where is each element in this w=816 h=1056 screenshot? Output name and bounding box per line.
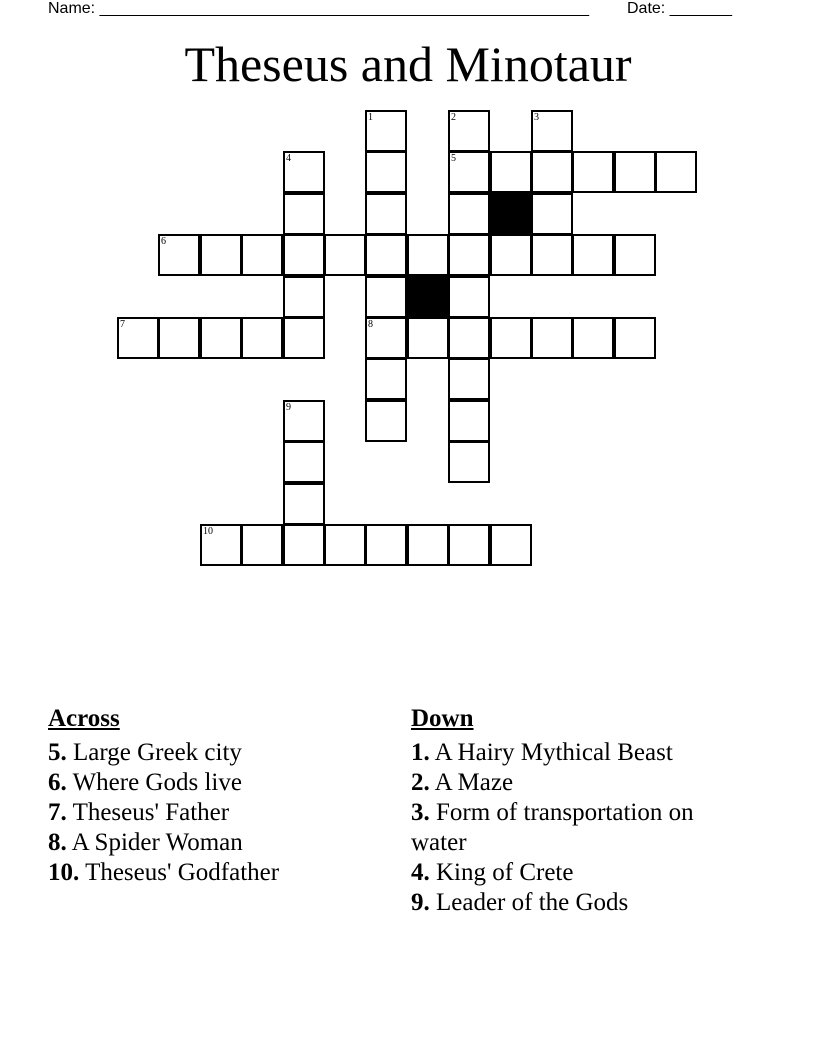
grid-cell[interactable] bbox=[158, 317, 200, 359]
grid-cell[interactable] bbox=[241, 234, 283, 276]
grid-cell[interactable] bbox=[490, 234, 532, 276]
grid-cell[interactable] bbox=[448, 358, 490, 400]
down-heading: Down bbox=[411, 705, 474, 732]
clue-number: 3. bbox=[411, 799, 430, 826]
grid-cell[interactable] bbox=[117, 317, 159, 359]
grid-cell[interactable] bbox=[572, 317, 614, 359]
clue-number: 7 bbox=[120, 319, 125, 330]
grid-cell[interactable] bbox=[448, 151, 490, 193]
clue-number: 4 bbox=[286, 153, 291, 164]
grid-cell[interactable] bbox=[572, 151, 614, 193]
grid-cell[interactable] bbox=[365, 110, 407, 152]
clue-number: 6. bbox=[48, 769, 67, 796]
down-clue-list bbox=[411, 738, 751, 918]
across-clue bbox=[48, 768, 348, 798]
clue-text: A Maze bbox=[434, 769, 514, 796]
grid-cell[interactable] bbox=[531, 110, 573, 152]
grid-cell[interactable] bbox=[614, 234, 656, 276]
grid-cell[interactable] bbox=[200, 524, 242, 566]
grid-cell[interactable] bbox=[283, 151, 325, 193]
down-clue bbox=[411, 798, 711, 858]
clue-number: 6 bbox=[161, 236, 166, 247]
clue-text: Large Greek city bbox=[73, 739, 242, 766]
grid-cell[interactable] bbox=[283, 400, 325, 442]
grid-block-cell bbox=[407, 276, 449, 318]
grid-cell[interactable] bbox=[448, 234, 490, 276]
grid-cell[interactable] bbox=[283, 524, 325, 566]
grid-cell[interactable] bbox=[200, 317, 242, 359]
grid-cell[interactable] bbox=[531, 234, 573, 276]
grid-cell[interactable] bbox=[614, 151, 656, 193]
across-clue bbox=[48, 798, 348, 828]
grid-cell[interactable] bbox=[324, 524, 366, 566]
across-heading: Across bbox=[48, 705, 120, 732]
grid-cell[interactable] bbox=[448, 317, 490, 359]
grid-cell[interactable] bbox=[283, 317, 325, 359]
clue-text: Leader of the Gods bbox=[436, 889, 629, 916]
clue-number: 4. bbox=[411, 859, 430, 886]
clue-text: A Spider Woman bbox=[71, 829, 243, 856]
grid-cell[interactable] bbox=[365, 234, 407, 276]
down-clues bbox=[411, 704, 751, 918]
across-clue bbox=[48, 738, 348, 768]
grid-cell[interactable] bbox=[448, 193, 490, 235]
clue-number: 8. bbox=[48, 829, 67, 856]
grid-cell[interactable] bbox=[448, 441, 490, 483]
clue-number: 5 bbox=[451, 153, 456, 164]
grid-cell[interactable] bbox=[572, 234, 614, 276]
grid-cell[interactable] bbox=[283, 276, 325, 318]
grid-cell[interactable] bbox=[448, 110, 490, 152]
grid-cell[interactable] bbox=[283, 483, 325, 525]
clue-number: 1. bbox=[411, 739, 430, 766]
across-clues bbox=[48, 704, 388, 888]
grid-cell[interactable] bbox=[365, 193, 407, 235]
down-clue bbox=[411, 858, 711, 888]
across-clue bbox=[48, 828, 348, 858]
grid-cell[interactable] bbox=[490, 151, 532, 193]
clue-number: 9 bbox=[286, 402, 291, 413]
grid-cell[interactable] bbox=[241, 524, 283, 566]
grid-cell[interactable] bbox=[490, 524, 532, 566]
grid-cell[interactable] bbox=[158, 234, 200, 276]
clue-text: A Hairy Mythical Beast bbox=[434, 739, 673, 766]
clue-number: 10 bbox=[203, 526, 213, 537]
grid-cell[interactable] bbox=[531, 193, 573, 235]
grid-cell[interactable] bbox=[407, 524, 449, 566]
grid-cell[interactable] bbox=[324, 234, 366, 276]
clue-text: Theseus' Godfather bbox=[85, 859, 280, 886]
grid-cell[interactable] bbox=[655, 151, 697, 193]
across-clue-list bbox=[48, 738, 388, 888]
grid-cell[interactable] bbox=[614, 317, 656, 359]
clue-number: 10. bbox=[48, 859, 80, 886]
clue-number: 8 bbox=[368, 319, 373, 330]
grid-cell[interactable] bbox=[448, 524, 490, 566]
grid-cell[interactable] bbox=[200, 234, 242, 276]
clue-text: Theseus' Father bbox=[72, 799, 230, 826]
clue-text: Where Gods live bbox=[72, 769, 242, 796]
page-title: Theseus and Minotaur bbox=[184, 36, 632, 92]
grid-cell[interactable] bbox=[365, 358, 407, 400]
grid-cell[interactable] bbox=[365, 151, 407, 193]
grid-cell[interactable] bbox=[283, 234, 325, 276]
date-field-label: Date: _______ bbox=[627, 0, 732, 17]
clue-text: Form of transportation on water bbox=[411, 799, 694, 856]
clue-number: 1 bbox=[368, 112, 373, 123]
grid-cell[interactable] bbox=[448, 400, 490, 442]
grid-cell[interactable] bbox=[283, 441, 325, 483]
clue-number: 9. bbox=[411, 889, 430, 916]
grid-cell[interactable] bbox=[407, 317, 449, 359]
down-clue bbox=[411, 888, 711, 918]
grid-block-cell bbox=[490, 193, 532, 235]
grid-cell[interactable] bbox=[490, 317, 532, 359]
clue-number: 3 bbox=[534, 112, 539, 123]
grid-cell[interactable] bbox=[241, 317, 283, 359]
grid-cell[interactable] bbox=[531, 317, 573, 359]
grid-cell[interactable] bbox=[531, 151, 573, 193]
across-clue bbox=[48, 858, 348, 888]
clue-number: 5. bbox=[48, 739, 67, 766]
grid-cell[interactable] bbox=[283, 193, 325, 235]
clue-text: King of Crete bbox=[436, 859, 574, 886]
down-clue bbox=[411, 768, 711, 798]
down-clue bbox=[411, 738, 711, 768]
grid-cell[interactable] bbox=[365, 524, 407, 566]
grid-cell[interactable] bbox=[407, 234, 449, 276]
clue-number: 2. bbox=[411, 769, 430, 796]
clue-number: 7. bbox=[48, 799, 67, 826]
clue-number: 2 bbox=[451, 112, 456, 123]
grid-cell[interactable] bbox=[448, 276, 490, 318]
name-field-label: Name: _______________________________________________________ bbox=[48, 0, 589, 17]
grid-cell[interactable] bbox=[365, 276, 407, 318]
grid-cell[interactable] bbox=[365, 400, 407, 442]
grid-cell[interactable] bbox=[365, 317, 407, 359]
